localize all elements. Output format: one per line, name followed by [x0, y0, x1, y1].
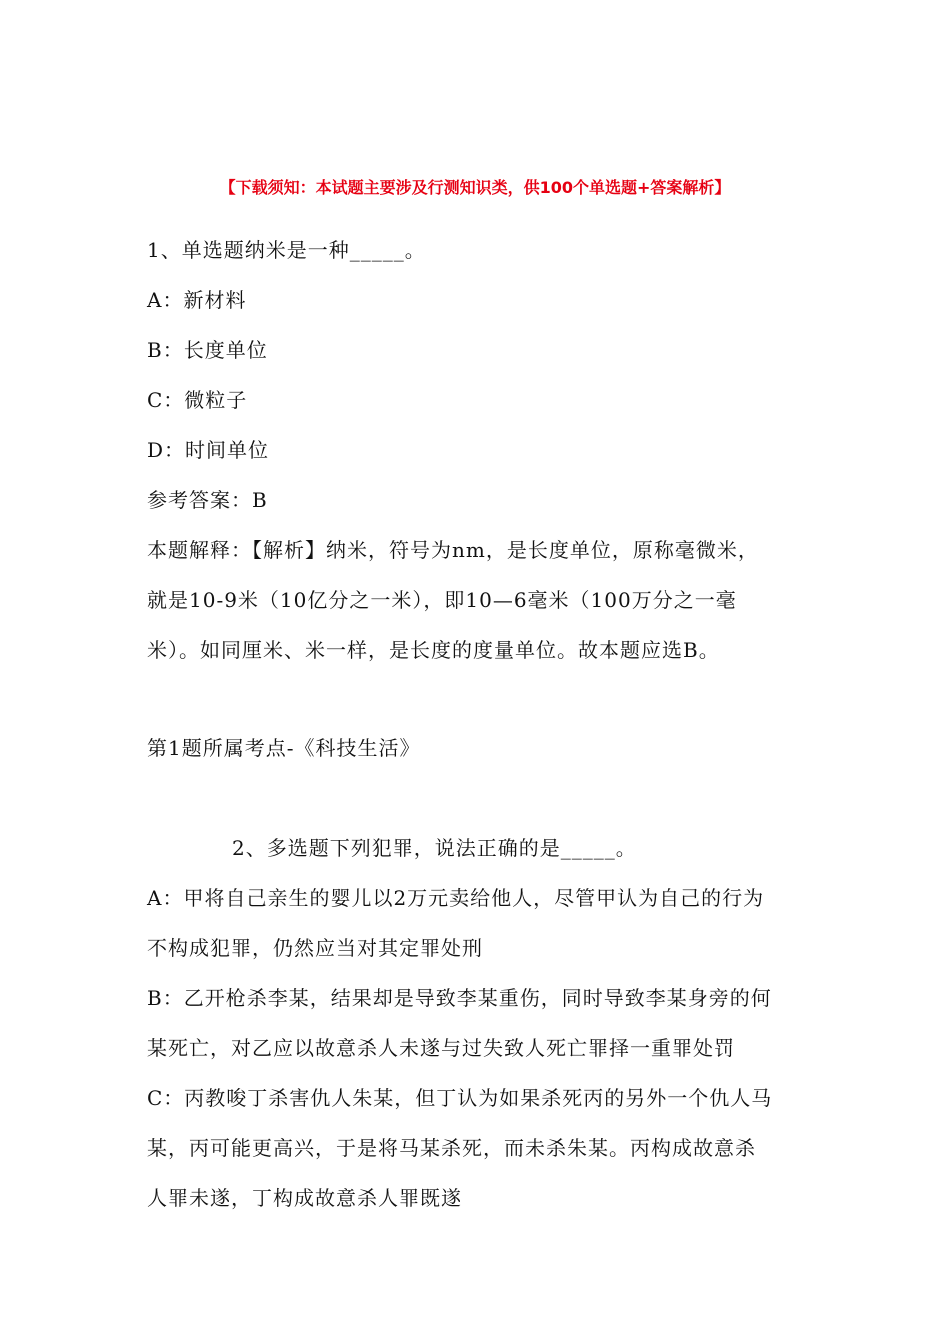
- question-1-stem: 1、单选题纳米是一种_____。: [147, 238, 426, 262]
- question-1-option-c: C：微粒子: [147, 388, 248, 412]
- question-2-option-line: 不构成犯罪，仍然应当对其定罪处刑: [147, 936, 483, 960]
- question-2-option-line: C：丙教唆丁杀害仇人朱某，但丁认为如果杀死丙的另外一个仇人马: [147, 1086, 773, 1110]
- question-1-option-d: D：时间单位: [147, 438, 270, 462]
- question-1-option-a: A：新材料: [147, 288, 247, 312]
- question-1-option-b: B：长度单位: [147, 338, 268, 362]
- question-2-option-line: 某，丙可能更高兴，于是将马某杀死，而未杀朱某。丙构成故意杀: [147, 1136, 756, 1160]
- question-1-explanation-line: 就是10-9米（10亿分之一米），即10—6毫米（100万分之一毫: [147, 588, 737, 612]
- question-1-topic: 第1题所属考点-《科技生活》: [147, 736, 421, 760]
- question-2-option-line: B：乙开枪杀李某，结果却是导致李某重伤，同时导致李某身旁的何: [147, 986, 772, 1010]
- question-2-option-line: 人罪未遂，丁构成故意杀人罪既遂: [147, 1186, 462, 1210]
- question-2-stem: 2、多选题下列犯罪，说法正确的是_____。: [232, 836, 637, 860]
- question-1-answer: 参考答案：B: [147, 488, 268, 512]
- question-1-explanation-line: 米）。如同厘米、米一样，是长度的度量单位。故本题应选B。: [147, 638, 720, 662]
- download-notice: 【下载须知：本试题主要涉及行测知识类，供100个单选题+答案解析】: [219, 178, 731, 197]
- question-2-option-line: A：甲将自己亲生的婴儿以2万元卖给他人，尽管甲认为自己的行为: [147, 886, 765, 910]
- question-2-option-line: 某死亡，对乙应以故意杀人未遂与过失致人死亡罪择一重罪处罚: [147, 1036, 735, 1060]
- question-1-explanation-line: 本题解释：【解析】纳米，符号为nm，是长度单位，原称毫微米，: [147, 538, 759, 562]
